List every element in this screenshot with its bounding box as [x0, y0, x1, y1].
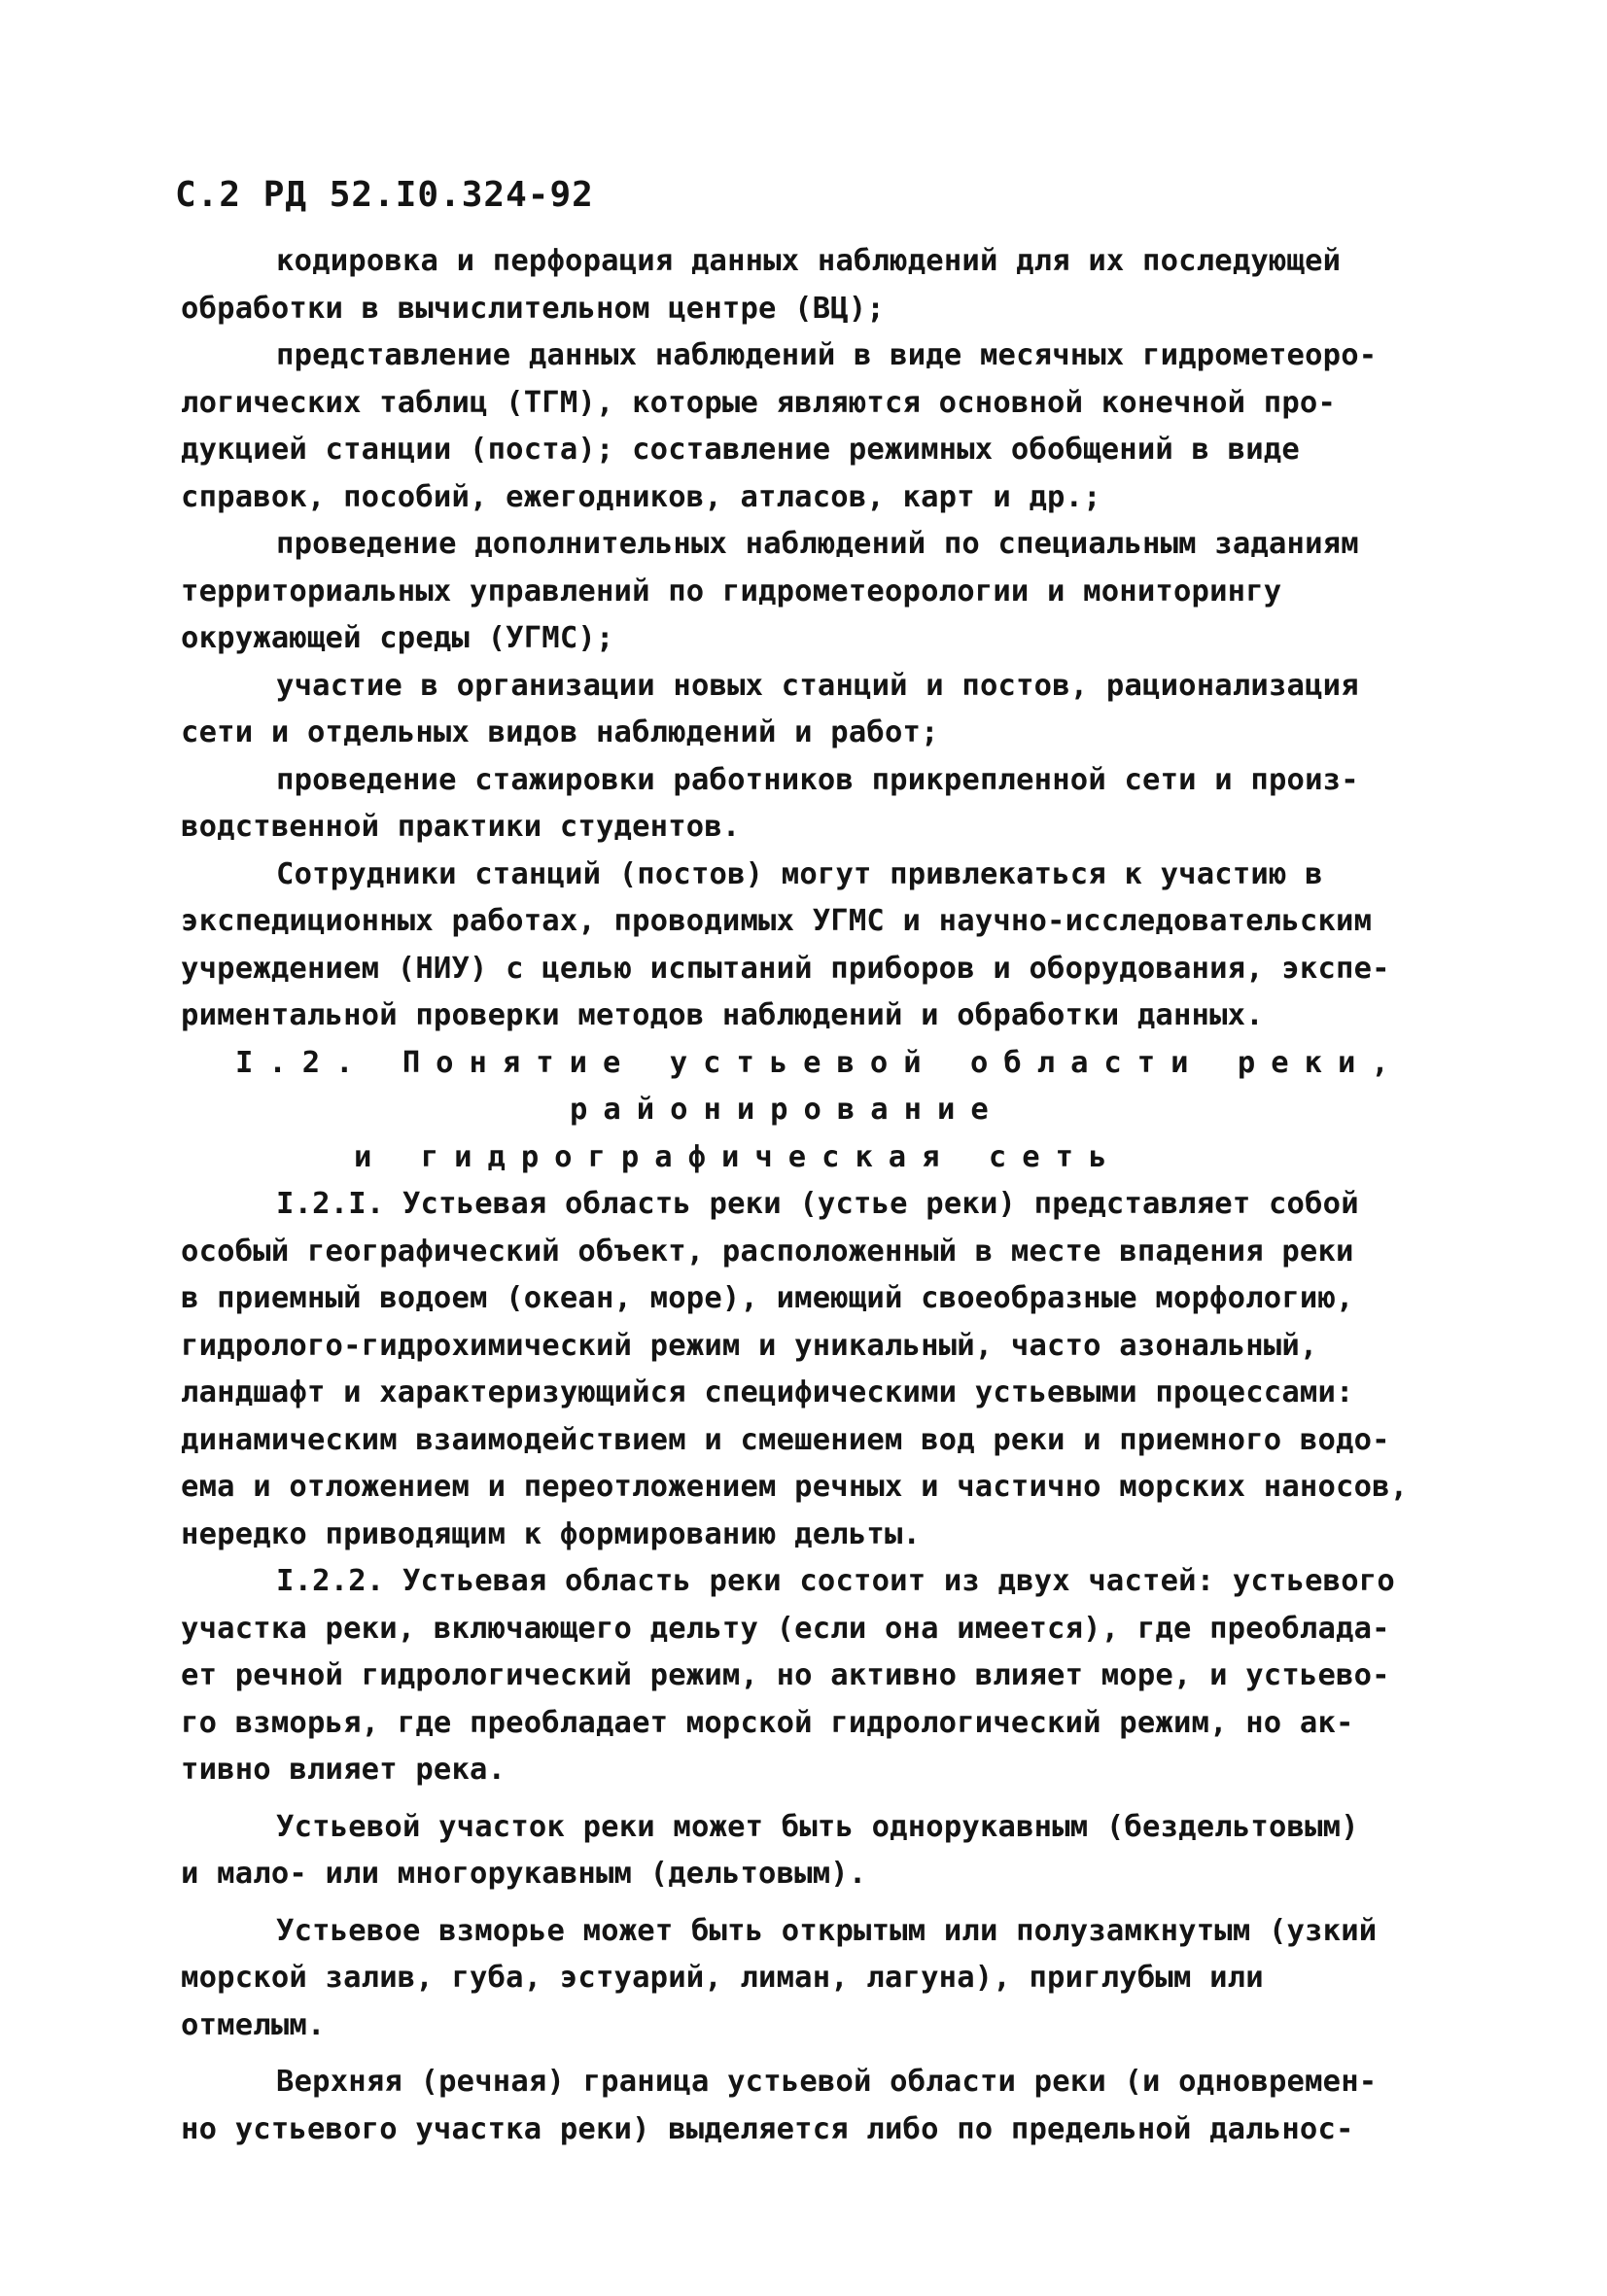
text-line: гидролого-гидрохимический режим и уникальный, часто азональный,	[181, 1328, 1318, 1363]
text-line: ет речной гидрологический режим, но активно влияет море, и устьево-	[181, 1658, 1390, 1692]
text-line: в приемный водоем (океан, море), имеющий своеобразные морфологию,	[181, 1281, 1354, 1315]
text-line: ландшафт и характеризующийся специфическими устьевыми процессами:	[181, 1375, 1354, 1409]
text-line: риментальной проверки методов наблюдений и обработки данных.	[181, 998, 1264, 1032]
text-line: Устьевое взморье может быть открытым или полузамкнутым (узкий	[276, 1913, 1378, 1948]
text-line: логических таблиц (ТГМ), которые являются основной конечной про-	[181, 385, 1337, 420]
text-line: участие в организации новых станций и постов, рационализация	[276, 668, 1359, 703]
text-line: морской залив, губа, эстуарий, лиман, лагуна), приглубым или	[181, 1961, 1264, 1995]
text-line: дукцией станции (поста); составление режимных обобщений в виде	[181, 433, 1300, 467]
text-line: Устьевой участок реки может быть однорукавным (бездельтовым)	[276, 1809, 1359, 1844]
text-line: но устьевого участка реки) выделяется либо по предельной дальнос-	[181, 2111, 1354, 2146]
text-line: отмелым.	[181, 2007, 326, 2042]
text-line: сети и отдельных видов наблюдений и работ;	[181, 715, 939, 749]
page-header: С.2 РД 52.I0.324-92	[175, 175, 594, 215]
text-line: водственной практики студентов.	[181, 810, 741, 844]
text-line: территориальных управлений по гидрометеорологии и мониторингу	[181, 574, 1282, 609]
text-line: обработки в вычислительном центре (ВЦ);	[181, 291, 885, 326]
text-line: нередко приводящим к формированию дельты.	[181, 1516, 922, 1551]
text-line: и мало- или многорукавным (дельтовым).	[181, 1857, 867, 1891]
text-line: учреждением (НИУ) с целью испытаний приборов и оборудования, экспе-	[181, 951, 1390, 986]
text-line: тивно влияет река.	[181, 1753, 507, 1787]
text-line: экспедиционных работах, проводимых УГМС и научно-исследовательским	[181, 904, 1373, 938]
text-line: I.2.2. Устьевая область реки состоит из двух частей: устьевого	[276, 1564, 1395, 1598]
text-line: участка реки, включающего дельту (если она имеется), где преоблада-	[181, 1611, 1390, 1646]
text-line: окружающей среды (УГМС);	[181, 621, 614, 655]
text-line: ема и отложением и переотложением речных и частично морских наносов,	[181, 1470, 1409, 1504]
text-line: I.2.I. Устьевая область реки (устье реки) представляет собой	[276, 1187, 1359, 1221]
page-body	[181, 238, 1464, 2153]
text-line: динамическим взаимодействием и смешением вод реки и приемного водо-	[181, 1422, 1390, 1457]
text-line: кодировка и перфорация данных наблюдений для их последующей	[276, 244, 1342, 278]
section-heading: и гидрографическая сеть	[354, 1139, 1123, 1174]
text-line: проведение стажировки работников прикрепленной сети и произ-	[276, 762, 1359, 797]
section-heading: районирование	[570, 1093, 1004, 1127]
text-line: го взморья, где преобладает морской гидрологический режим, но ак-	[181, 1705, 1354, 1740]
text-line: Верхняя (речная) граница устьевой области реки (и одновремен-	[276, 2065, 1378, 2099]
text-line: представление данных наблюдений в виде месячных гидрометеоро-	[276, 338, 1378, 372]
text-line: проведение дополнительных наблюдений по специальным заданиям	[276, 527, 1359, 561]
section-heading: I.2. Понятие устьевой области реки,	[235, 1045, 1405, 1080]
text-line: Сотрудники станций (постов) могут привлекаться к участию в	[276, 856, 1323, 891]
text-line: особый географический объект, расположенный в месте впадения реки	[181, 1234, 1354, 1269]
text-line: справок, пособий, ежегодников, атласов, карт и др.;	[181, 479, 1101, 514]
